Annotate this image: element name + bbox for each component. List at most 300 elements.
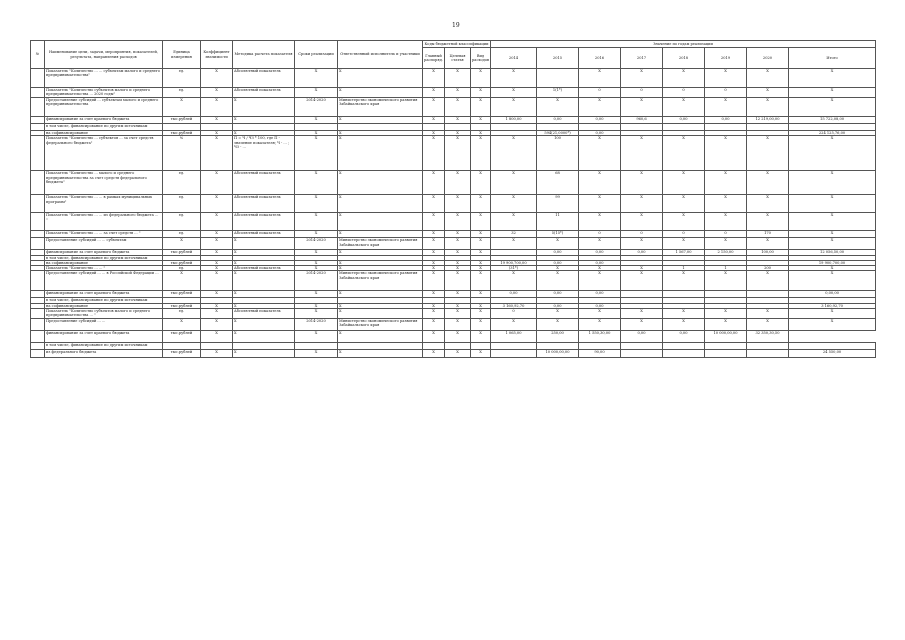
table-cell: Х <box>423 213 445 231</box>
table-cell: Х <box>471 88 491 98</box>
table-cell: Х <box>423 88 445 98</box>
table-cell: Абсолютный показатель <box>233 195 295 213</box>
table-cell: Х <box>471 309 491 319</box>
table-cell: Х <box>621 98 663 117</box>
table-cell <box>789 343 876 350</box>
table-cell: Абсолютный показатель <box>233 231 295 238</box>
table-cell: Х <box>621 309 663 319</box>
table-cell: Х <box>471 238 491 250</box>
table-cell: Х <box>579 69 621 88</box>
table-cell: Х <box>663 195 705 213</box>
table-cell <box>445 343 471 350</box>
table-row <box>31 124 876 131</box>
table-cell: Х <box>201 271 233 291</box>
table-cell: Х <box>663 213 705 231</box>
table-cell <box>295 124 338 131</box>
table-cell: Х <box>233 131 295 136</box>
table-cell: 5(15*) <box>537 231 579 238</box>
table-cell: Х <box>579 319 621 331</box>
table-cell: Х <box>201 117 233 124</box>
table-cell: Х <box>471 271 491 291</box>
header-budget-sub: Целевая статья <box>445 48 471 69</box>
table-cell: 10 000,00,00 <box>537 350 579 358</box>
row-label: Показатель "Количество субъектов малого и среднего предпринимательства ... " <box>45 309 163 319</box>
table-cell: Х <box>233 238 295 250</box>
table-cell: Х <box>579 266 621 271</box>
table-cell: Х <box>445 117 471 124</box>
table-cell <box>295 343 338 350</box>
table-cell: Х <box>789 88 876 98</box>
table-cell: Х <box>705 238 747 250</box>
table-cell: Абсолютный показатель <box>233 69 295 88</box>
table-cell: 0 <box>579 88 621 98</box>
table-cell: ед. <box>163 69 201 88</box>
table-cell: Х <box>789 98 876 117</box>
table-cell: 1 <box>705 266 747 271</box>
table-cell: 2 150,00 <box>705 250 747 255</box>
table-cell: Х <box>789 238 876 250</box>
header-year: 2018 <box>663 48 705 69</box>
table-cell: Х <box>445 98 471 117</box>
table-cell <box>31 171 45 195</box>
table-cell: ед. <box>163 309 201 319</box>
row-label: на софинансирование <box>45 131 163 136</box>
table-row <box>31 195 876 213</box>
table-cell: Х <box>705 319 747 331</box>
table-cell <box>663 124 705 131</box>
table-cell: Х <box>747 136 789 171</box>
table-cell <box>537 124 579 131</box>
header-executor: Ответственный исполнитель и участники <box>338 41 423 69</box>
table-cell: Х <box>747 98 789 117</box>
table-cell: Х <box>423 136 445 171</box>
table-cell: Х <box>201 88 233 98</box>
table-cell: Х <box>537 309 579 319</box>
table-cell: 3 160,92,70 <box>789 303 876 308</box>
table-cell: Х <box>789 319 876 331</box>
table-cell: 0,00 <box>537 303 579 308</box>
table-cell: Х <box>537 271 579 291</box>
table-cell: Х <box>233 291 295 298</box>
table-cell: Х <box>233 303 295 308</box>
table-cell: Х <box>789 136 876 171</box>
table-cell: Х <box>338 309 423 319</box>
header-term: Сроки реализации <box>295 41 338 69</box>
table-cell: 594(21,0000*) <box>537 131 579 136</box>
table-cell <box>163 124 201 131</box>
table-cell: 0 <box>491 309 537 319</box>
table-cell <box>621 350 663 358</box>
table-cell: Х <box>789 195 876 213</box>
row-label: Показатель "Количество ... ... " <box>45 266 163 271</box>
table-cell <box>789 124 876 131</box>
table-cell: Абсолютный показатель <box>233 213 295 231</box>
table-cell: Х <box>338 303 423 308</box>
table-row <box>31 88 876 98</box>
table-cell: Х <box>338 88 423 98</box>
table-row <box>31 213 876 231</box>
table-cell: Х <box>471 303 491 308</box>
table-cell: Х <box>747 195 789 213</box>
table-cell: Х <box>471 195 491 213</box>
table-row <box>31 343 876 350</box>
table-cell: Х <box>201 350 233 358</box>
table-cell: Х <box>233 260 295 265</box>
header-year: 2020 <box>747 48 789 69</box>
table-cell: Х <box>491 88 537 98</box>
header-year: 2014 <box>491 48 537 69</box>
table-cell: Х <box>423 98 445 117</box>
table-cell <box>747 124 789 131</box>
header-budget-sub: Главный распоряд. <box>423 48 445 69</box>
document-body <box>30 40 875 625</box>
table-cell: 2014-2020 <box>295 98 338 117</box>
table-cell: Х <box>471 213 491 231</box>
table-cell: тыс.рублей <box>163 331 201 343</box>
table-cell: Х <box>201 291 233 298</box>
row-label: в том числе, финансирование по другим источникам <box>45 298 163 303</box>
table-cell: 2014-2020 <box>295 238 338 250</box>
table-cell <box>747 291 789 298</box>
table-cell: Х <box>445 309 471 319</box>
table-cell: Абсолютный показатель <box>233 88 295 98</box>
table-cell: Х <box>423 331 445 343</box>
table-cell: 250,00 <box>537 331 579 343</box>
table-cell: Х <box>705 213 747 231</box>
row-label: Показатель "Количество ... ... субъектам малого и среднего предпринимательства" <box>45 69 163 88</box>
table-cell <box>621 343 663 350</box>
table-cell: Х <box>537 98 579 117</box>
table-cell: Х <box>201 260 233 265</box>
table-cell: Х <box>233 331 295 343</box>
table-cell: Х <box>445 213 471 231</box>
row-label: Показатель "Количество ... субъектов ... за счет средств федерального бюджета" <box>45 136 163 171</box>
table-cell: 0 <box>621 88 663 98</box>
header-num: № <box>31 41 45 69</box>
table-cell: ед. <box>163 213 201 231</box>
table-cell: Х <box>747 309 789 319</box>
row-label: финансирование за счет краевого бюджета <box>45 250 163 255</box>
table-cell: Х <box>491 271 537 291</box>
row-label: в том числе, финансирование по другим источникам <box>45 255 163 260</box>
table-cell: Х <box>747 69 789 88</box>
table-cell: Х <box>663 98 705 117</box>
table-cell: Х <box>423 250 445 255</box>
table-cell <box>31 271 45 291</box>
table-cell: Х <box>663 238 705 250</box>
table-cell: Х <box>338 266 423 271</box>
table-cell: Х <box>201 238 233 250</box>
table-cell <box>663 343 705 350</box>
table-cell: Х <box>295 260 338 265</box>
table-cell: 224 125,76,00 <box>789 131 876 136</box>
table-cell: Х <box>201 98 233 117</box>
table-cell: 0,00,00 <box>789 291 876 298</box>
table-cell: Х <box>295 266 338 271</box>
table-cell: 68 <box>537 171 579 195</box>
table-cell: 11 <box>537 213 579 231</box>
table-cell: Х <box>445 291 471 298</box>
table-cell: 0,00 <box>621 331 663 343</box>
table-cell <box>537 69 579 88</box>
table-cell <box>579 343 621 350</box>
table-cell: Х <box>621 69 663 88</box>
table-cell: Х <box>747 171 789 195</box>
row-label: Предоставление субсидий ... ... <box>45 319 163 331</box>
table-cell: Х <box>705 171 747 195</box>
table-cell: Х <box>621 171 663 195</box>
row-label: в том числе, финансирование по другим источникам <box>45 124 163 131</box>
table-cell: 0 <box>663 88 705 98</box>
table-cell: 0,00 <box>537 250 579 255</box>
table-row <box>31 231 876 238</box>
table-cell <box>31 231 45 238</box>
table-cell: Х <box>537 319 579 331</box>
table-cell: Х <box>201 331 233 343</box>
table-cell: тыс.рублей <box>163 260 201 265</box>
table-row <box>31 238 876 250</box>
table-cell: Х <box>663 69 705 88</box>
table-cell: Х <box>423 271 445 291</box>
table-cell: Х <box>338 213 423 231</box>
table-cell: Х <box>491 195 537 213</box>
table-cell: Х <box>705 271 747 291</box>
table-cell: 0,00 <box>705 117 747 124</box>
table-cell: Х <box>789 309 876 319</box>
table-cell: Х <box>705 136 747 171</box>
table-cell: Х <box>471 69 491 88</box>
table-cell: Х <box>295 291 338 298</box>
table-cell: 0,00 <box>537 291 579 298</box>
table-cell: Х <box>423 117 445 124</box>
table-row <box>31 319 876 331</box>
table-cell: Х <box>579 136 621 171</box>
table-cell: Х <box>423 309 445 319</box>
table-cell <box>31 136 45 171</box>
row-label: Показатель "Количество ... малого и среднего предпринимательства за счет средств федерального бюджета" <box>45 171 163 195</box>
table-cell: 100 <box>537 136 579 171</box>
table-cell: Х <box>471 291 491 298</box>
table-cell: Х <box>423 131 445 136</box>
table-cell: 19 900,700,00 <box>491 260 537 265</box>
table-cell: Х <box>491 171 537 195</box>
table-cell: Х <box>537 238 579 250</box>
table-cell: Х <box>747 271 789 291</box>
table-cell: Х <box>338 291 423 298</box>
table-cell: 32 <box>491 231 537 238</box>
table-cell: Х <box>201 303 233 308</box>
table-cell <box>423 124 445 131</box>
table-cell: Х <box>471 231 491 238</box>
table-cell: Х <box>579 98 621 117</box>
table-cell: Х <box>621 238 663 250</box>
table-cell: Х <box>295 303 338 308</box>
table-cell: Х <box>201 319 233 331</box>
table-cell <box>163 343 201 350</box>
table-cell: Х <box>338 117 423 124</box>
table-row <box>31 117 876 124</box>
table-row <box>31 69 876 88</box>
table-cell: Х <box>491 98 537 117</box>
table-cell <box>31 291 45 298</box>
table-body <box>31 69 876 358</box>
table-cell <box>705 343 747 350</box>
table-cell <box>31 98 45 117</box>
table-cell <box>31 69 45 88</box>
table-cell <box>338 124 423 131</box>
table-cell <box>445 124 471 131</box>
table-cell: Министерство экономического развития Забайкальского края <box>338 238 423 250</box>
table-cell: Х <box>423 260 445 265</box>
table-cell: 3 160,92,70 <box>491 303 537 308</box>
table-cell <box>621 124 663 131</box>
table-cell: Х <box>663 271 705 291</box>
row-label: Предоставление субсидий ... ... в Российской Федерации ... <box>45 271 163 291</box>
table-cell: Х <box>747 213 789 231</box>
table-cell: 1 <box>663 266 705 271</box>
table-cell: Х <box>295 117 338 124</box>
table-cell: Х <box>471 350 491 358</box>
table-cell: Х <box>445 238 471 250</box>
table-cell: Х <box>705 98 747 117</box>
table-row <box>31 171 876 195</box>
table-cell: Х <box>445 171 471 195</box>
table-cell: Х <box>471 331 491 343</box>
table-cell: 170 <box>747 231 789 238</box>
table-cell <box>621 291 663 298</box>
table-cell: ед. <box>163 231 201 238</box>
table-cell: ед. <box>163 171 201 195</box>
table-cell: Х <box>621 271 663 291</box>
header-total: Итого <box>789 48 876 69</box>
header-budget-sub: Вид расходов <box>471 48 491 69</box>
table-cell: Х <box>445 131 471 136</box>
table-cell <box>201 124 233 131</box>
table-cell: Х <box>579 213 621 231</box>
table-cell: Х <box>201 250 233 255</box>
table-cell: Х <box>789 231 876 238</box>
table-cell: Х <box>423 303 445 308</box>
table-cell: 19 900,700,00 <box>789 260 876 265</box>
table-cell <box>31 319 45 331</box>
table-cell: Х <box>233 250 295 255</box>
table-cell: Х <box>663 319 705 331</box>
table-cell: Х <box>338 195 423 213</box>
table-cell: Х <box>471 131 491 136</box>
table-cell <box>663 291 705 298</box>
table-cell: 0 <box>705 88 747 98</box>
table-cell: Министерство экономического развития Забайкальского края <box>338 98 423 117</box>
table-cell: 0,00 <box>537 260 579 265</box>
table-row <box>31 331 876 343</box>
table-cell: Х <box>338 171 423 195</box>
table-cell: Х <box>201 69 233 88</box>
header-values-by-year: Значение по годам реализации <box>491 41 876 48</box>
table-cell: 0,00 <box>663 117 705 124</box>
table-cell: Х <box>579 271 621 291</box>
table-cell: Х <box>491 319 537 331</box>
table-cell <box>705 124 747 131</box>
table-cell: Х <box>579 171 621 195</box>
table-cell: Х <box>201 195 233 213</box>
table-cell: 90,00 <box>579 350 621 358</box>
table-cell <box>423 343 445 350</box>
table-cell: Х <box>295 136 338 171</box>
table-cell: 0,00 <box>579 250 621 255</box>
table-cell: Х <box>295 213 338 231</box>
table-row <box>31 136 876 171</box>
table-cell: Х <box>445 136 471 171</box>
table-cell: Х <box>471 171 491 195</box>
row-label: на софинансирование <box>45 303 163 308</box>
table-cell: Х <box>163 319 201 331</box>
table-cell <box>705 291 747 298</box>
header-year: 2016 <box>579 48 621 69</box>
table-cell: 0,00 <box>579 117 621 124</box>
table-cell: 0,00 <box>579 291 621 298</box>
header-year: 2015 <box>537 48 579 69</box>
table-cell: 2014-2020 <box>295 271 338 291</box>
row-label: финансирование за счет краевого бюджета <box>45 331 163 343</box>
table-cell <box>31 350 45 358</box>
table-cell: Х <box>445 319 471 331</box>
table-cell <box>579 124 621 131</box>
table-cell: Х <box>491 136 537 171</box>
table-cell: 0,00 <box>579 260 621 265</box>
table-cell: тыс.рублей <box>163 350 201 358</box>
table-row <box>31 271 876 291</box>
table-cell: Х <box>338 131 423 136</box>
table-cell: Х <box>295 350 338 358</box>
table-cell: Х <box>233 350 295 358</box>
table-cell: Х <box>233 271 295 291</box>
table-cell: 24 550,00 <box>789 350 876 358</box>
table-cell: тыс.рублей <box>163 131 201 136</box>
table-cell: 0,00 <box>579 131 621 136</box>
table-cell: Х <box>295 195 338 213</box>
table-cell: 1 800,00 <box>491 117 537 124</box>
table-cell: % <box>163 136 201 171</box>
table-cell: 12 056,50,00 <box>789 250 876 255</box>
table-cell: Х <box>295 250 338 255</box>
table-cell: Х <box>163 238 201 250</box>
header-year: 2017 <box>621 48 663 69</box>
table-cell: Х <box>621 136 663 171</box>
table-cell <box>747 343 789 350</box>
table-cell: Х <box>789 213 876 231</box>
table-cell: 0,00 <box>537 117 579 124</box>
table-cell: Х <box>201 213 233 231</box>
table-cell: 200 <box>747 266 789 271</box>
table-cell <box>537 343 579 350</box>
table-cell: Х <box>445 69 471 88</box>
table-cell: Х <box>445 231 471 238</box>
table-cell: Х <box>295 88 338 98</box>
table-cell: Х <box>201 266 233 271</box>
table-cell: Х <box>445 195 471 213</box>
table-cell: 0 <box>663 231 705 238</box>
page-number: 19 <box>452 22 460 29</box>
table-header <box>31 41 876 69</box>
table-cell: Х <box>663 309 705 319</box>
header-budget-codes: Коды бюджетной классификации <box>423 41 491 48</box>
table-cell: 100,00 <box>747 250 789 255</box>
table-cell: Х <box>491 69 537 88</box>
table-cell: Х <box>163 271 201 291</box>
table-cell: тыс.рублей <box>163 291 201 298</box>
table-cell <box>31 331 45 343</box>
row-label: Предоставление субсидий ... субъектам малого и среднего предпринимательства <box>45 98 163 117</box>
